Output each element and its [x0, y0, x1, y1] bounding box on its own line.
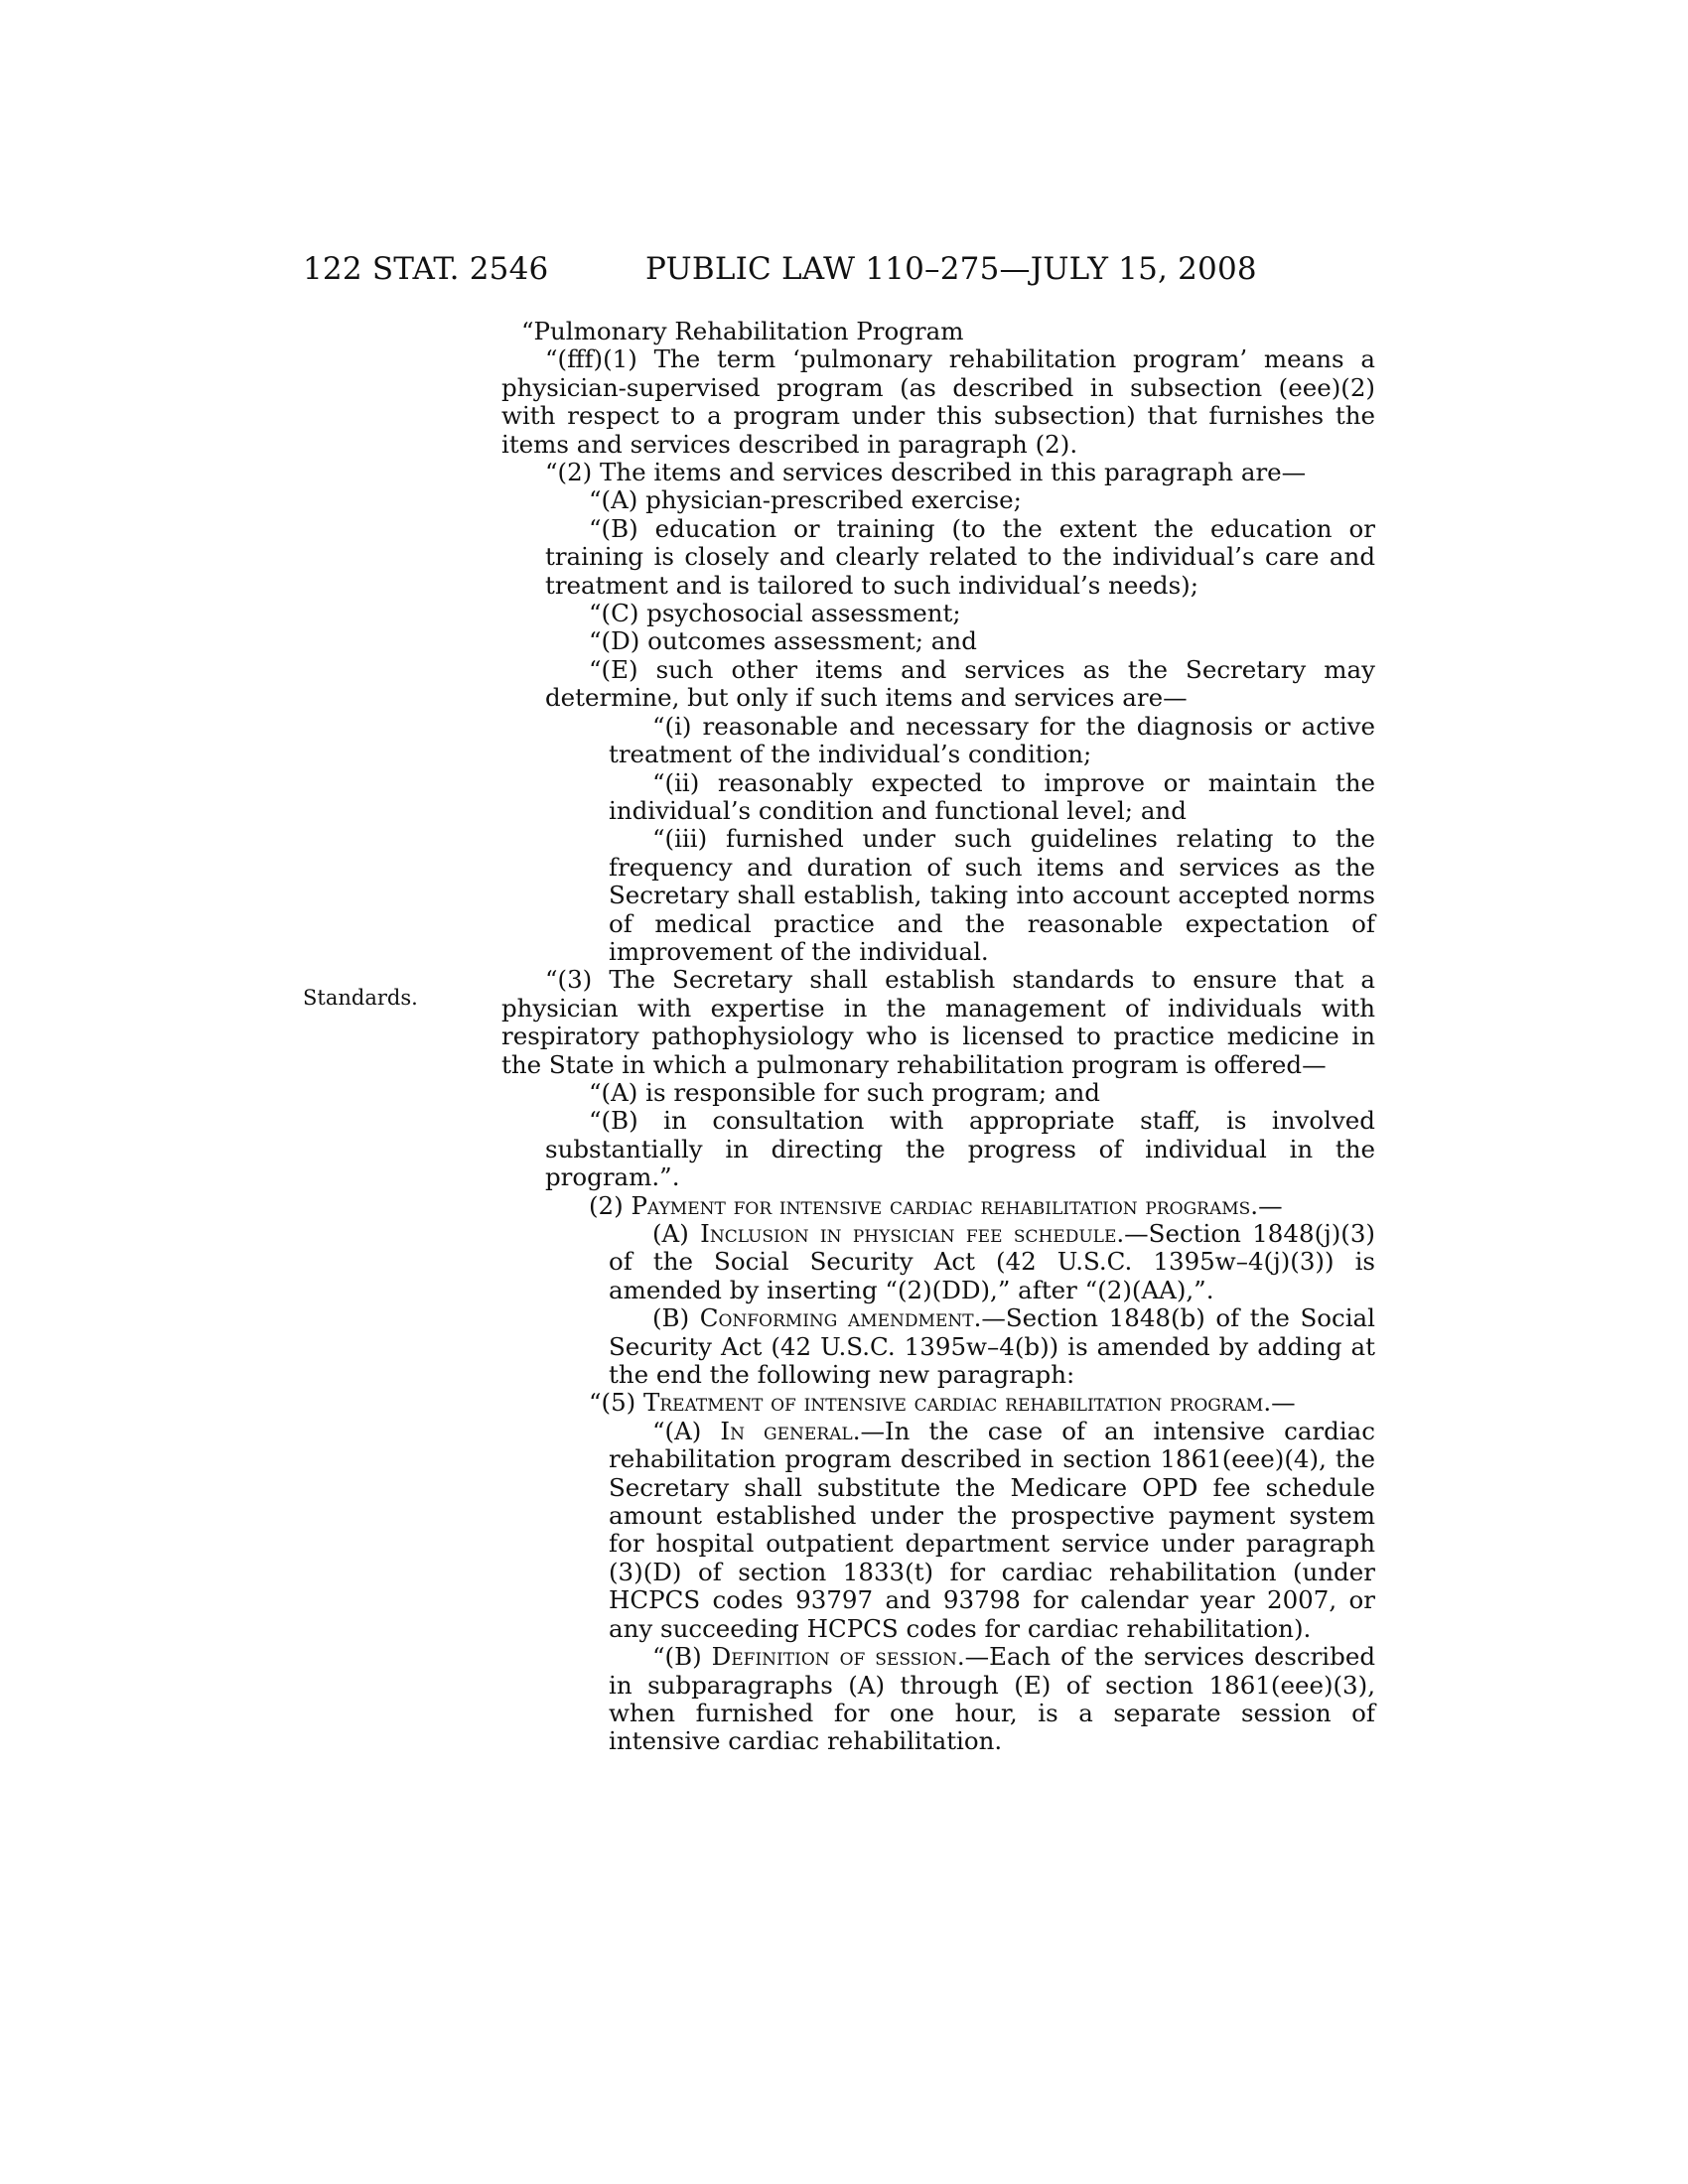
item-E-ii: “(ii) reasonably expected to improve or maintain the individual’s condition and functional level; and: [609, 767, 1375, 825]
new-paragraph-5-title: Treatment of intensive cardiac rehabilitation program.—: [643, 1388, 1296, 1418]
paragraph-3: “(3) The Secretary shall establish standards to ensure that a physician with expertise in the management of individuals with respiratory pathophysiology who is licensed to practice medicine in the State in which a pulmonary rehabilitation program is offered—: [501, 965, 1375, 1079]
amendment-2-A: [501, 1220, 1375, 1304]
paragraph-2: “(2) The items and services described in this paragraph are—: [545, 458, 1307, 487]
new-paragraph-5-B-number: “(B): [652, 1642, 712, 1672]
item-D: “(D) outcomes assessment; and: [589, 626, 977, 656]
new-paragraph-5-A-title: In general.—: [720, 1416, 885, 1445]
new-paragraph-5: [501, 1389, 1375, 1417]
item-E-i: “(i) reasonable and necessary for the diagnosis or active treatment of the individual’s condition;: [609, 711, 1375, 769]
margin-note: Standards.: [303, 986, 418, 1010]
page-header-title: PUBLIC LAW 110–275—JULY 15, 2008: [645, 251, 1257, 287]
item-C: “(C) psychosocial assessment;: [589, 599, 961, 628]
amendment-2-A-text: Section 1848(j)(3) of the Social Security Act (42 U.S.C. 1395w–4(j)(3)) is amended by inserting “(2)(DD),” after “(2)(AA),”.: [609, 1219, 1375, 1304]
item-3-B: “(B) in consultation with appropriate staff, is involved substantially in directing the progress of individual in the program.”.: [545, 1106, 1375, 1192]
new-paragraph-5-B-title: Definition of session.—: [711, 1642, 990, 1672]
amendment-2-B: [501, 1304, 1375, 1389]
section-heading: “Pulmonary Rehabilitation Program: [521, 317, 964, 345]
amendment-2-B-text: Section 1848(b) of the Social Security Act (42 U.S.C. 1395w–4(b)) is amended by adding at the end the following new paragraph:: [609, 1303, 1375, 1390]
item-B: “(B) education or training (to the extent the education or training is closely and clearly related to the individual’s care and treatment and is tailored to such individual’s needs);: [545, 513, 1375, 600]
item-E: “(E) such other items and services as the Secretary may determine, but only if such items and services are—: [545, 654, 1375, 713]
amendment-2-number: (2): [589, 1190, 632, 1220]
new-paragraph-5-B: [501, 1643, 1375, 1756]
amendment-2-title: Payment for intensive cardiac rehabilitation programs.—: [631, 1190, 1283, 1220]
amendment-2-B-number: (B): [652, 1303, 700, 1333]
document-body: [501, 318, 1375, 1756]
item-3-A: “(A) is responsible for such program; and: [589, 1077, 1100, 1107]
item-A: “(A) physician-prescribed exercise;: [589, 485, 1022, 515]
new-paragraph-5-A: [501, 1418, 1375, 1643]
page-reference: 122 STAT. 2546: [303, 251, 549, 287]
new-paragraph-5-A-number: “(A): [652, 1416, 721, 1445]
new-paragraph-5-number: “(5): [589, 1388, 644, 1418]
paragraph-fff-1: “(fff)(1) The term ‘pulmonary rehabilitation program’ means a physician-supervised program (as described in subsection (eee)(2) with respect to a program under this subsection) that furnishes the items and services described in paragraph (2).: [501, 344, 1375, 459]
amendment-2-A-number: (A): [652, 1219, 701, 1248]
amendment-2-A-title: Inclusion in physician fee schedule.—: [700, 1219, 1149, 1248]
item-E-iii: “(iii) furnished under such guidelines relating to the frequency and duration of such items and services as the Secretary shall establish, taking into account accepted norms of medical practice and the reasonable expectation of improvement of the individual.: [609, 824, 1375, 966]
amendment-2-B-title: Conforming amendment.—: [699, 1303, 1006, 1333]
amendment-paragraph-2: [501, 1192, 1375, 1220]
new-paragraph-5-A-text: In the case of an intensive cardiac rehabilitation program described in section 1861(eee)(4), the Secretary shall substitute the Medicare OPD fee schedule amount established under the prospective payment system for hospital outpatient department service under paragraph (3)(D) of section 1833(t) for cardiac rehabilitation (under HCPCS codes 93797 and 93798 for calendar year 2007, or any succeeding HCPCS codes for cardiac rehabilitation).: [609, 1416, 1375, 1643]
new-paragraph-5-B-text: Each of the services described in subparagraphs (A) through (E) of section 1861(eee)(3), when furnished for one hour, is a separate session of intensive cardiac rehabilitation.: [609, 1642, 1375, 1756]
